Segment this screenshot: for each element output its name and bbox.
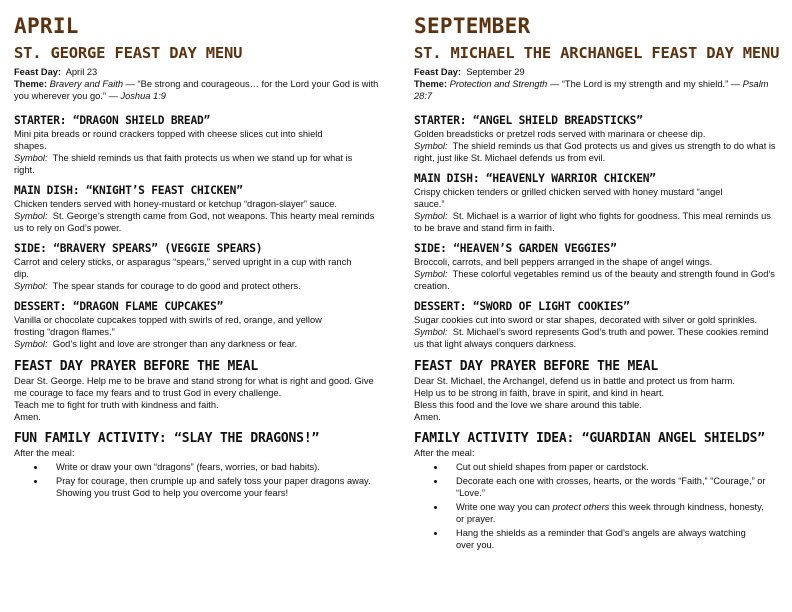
main-dish-symbol — [414, 210, 780, 234]
prayer-amen: Amen. — [14, 412, 41, 422]
theme-line — [414, 78, 780, 102]
theme-quote: — “The Lord is my strength and my shield.” — — [549, 79, 741, 89]
symbol-text: St. Michael is a warrior of light who fights for goodness. This meal reminds us to be brave and stand firm in faith. — [414, 211, 771, 233]
menu-title: ST. MICHAEL THE ARCHANGEL FEAST DAY MENU — [414, 44, 780, 62]
dessert-section — [14, 300, 384, 350]
theme-reference: Psalm 28:7 — [414, 79, 769, 101]
dessert-heading: DESSERT: “DRAGON FLAME CUPCAKES” — [14, 300, 224, 313]
item-text: Write one way you can — [456, 502, 550, 512]
prayer-section — [14, 359, 384, 423]
main-dish-description: Crispy chicken tenders or grilled chicken served with honey mustard “angel sauce.” — [414, 187, 723, 209]
starter-symbol — [414, 140, 780, 164]
starter-heading: STARTER: “DRAGON SHIELD BREAD” — [14, 114, 211, 127]
side-description: Carrot and celery sticks, or asparagus “spears,” served upright in a cup with ranch dip. — [14, 257, 352, 279]
main-dish-section — [14, 184, 384, 234]
feast-day-label: Feast Day: — [414, 67, 462, 77]
list-item — [446, 501, 766, 525]
list-item: • Decorate each one with crosses, hearts, or the words “Faith,” “Courage,” or “Love.” — [446, 475, 766, 499]
starter-section — [414, 114, 780, 164]
dessert-description: Vanilla or chocolate cupcakes topped with swirls of red, orange, and yellow frosting “dragon flames.” — [14, 315, 322, 337]
starter-symbol — [14, 152, 364, 176]
theme-value: Protection and Strength — [449, 79, 548, 89]
prayer-amen: Amen. — [414, 412, 441, 422]
theme-value: Bravery and Faith — [49, 79, 124, 89]
prayer-line: Help us to be strong in faith, brave in spirit, and kind in heart. — [414, 388, 665, 398]
symbol-text: St. Michael’s sword represents God’s truth and power. These cookies remind us that light always conquers darkness. — [414, 327, 769, 349]
symbol-label: Symbol: — [14, 153, 48, 163]
feast-day-value: September 29 — [466, 67, 525, 77]
month-heading: SEPTEMBER — [414, 14, 531, 38]
symbol-label: Symbol: — [414, 327, 448, 337]
side-symbol — [14, 280, 384, 292]
symbol-text: The shield reminds us that faith protects us when we stand up for what is right. — [14, 153, 353, 175]
activity-intro: After the meal: — [414, 448, 475, 458]
activity-section — [14, 431, 384, 499]
symbol-label: Symbol: — [14, 339, 48, 349]
feast-day-label: Feast Day: — [14, 67, 62, 77]
item-emphasis: protect others — [552, 502, 610, 512]
theme-reference: Joshua 1:9 — [120, 91, 166, 101]
symbol-text: The spear stands for courage to do good and protect others. — [52, 281, 301, 291]
feast-day-line — [14, 66, 384, 78]
symbol-label: Symbol: — [14, 211, 48, 221]
theme-line — [14, 78, 384, 102]
april-column — [14, 14, 384, 501]
symbol-label: Symbol: — [414, 141, 448, 151]
side-section — [14, 242, 384, 292]
activity-list — [14, 461, 384, 499]
feast-day-line — [414, 66, 780, 78]
prayer-heading: FEAST DAY PRAYER BEFORE THE MEAL — [14, 359, 259, 374]
activity-heading: FAMILY ACTIVITY IDEA: “GUARDIAN ANGEL SHIELDS” — [414, 431, 765, 446]
main-dish-heading: MAIN DISH: “HEAVENLY WARRIOR CHICKEN” — [414, 172, 656, 185]
list-item: • Hang the shields as a reminder that God’s angels are always watching over you. — [446, 527, 766, 551]
main-dish-symbol — [14, 210, 384, 234]
side-description: Broccoli, carrots, and bell peppers arranged in the shape of angel wings. — [414, 257, 713, 267]
activity-intro: After the meal: — [14, 448, 75, 458]
item-text: this week through kindness, honesty, or prayer. — [456, 502, 764, 524]
symbol-text: St. George’s strength came from God, not weapons. This hearty meal reminds us to rely on God’s power. — [14, 211, 375, 233]
main-dish-heading: MAIN DISH: “KNIGHT’S FEAST CHICKEN” — [14, 184, 243, 197]
menu-title: ST. GEORGE FEAST DAY MENU — [14, 44, 243, 62]
prayer-line: Bless this food and the love we share around this table. — [414, 400, 642, 410]
main-dish-description: Chicken tenders served with honey-mustard or ketchup “dragon-slayer” sauce. — [14, 199, 337, 209]
dessert-symbol — [414, 326, 780, 350]
list-item: • Cut out shield shapes from paper or cardstock. — [446, 461, 766, 473]
starter-description: Mini pita breads or round crackers topped with cheese slices cut into shield shapes. — [14, 129, 323, 151]
list-item: • Pray for courage, then crumple up and safely toss your paper dragons away. Showing you trust God to help you overcome your fears! — [46, 475, 384, 499]
starter-section — [14, 114, 384, 176]
activity-list — [414, 461, 766, 551]
theme-label: Theme: — [414, 79, 448, 89]
dessert-description: Sugar cookies cut into sword or star shapes, decorated with silver or gold sprinkles. — [414, 315, 758, 325]
symbol-text: God’s light and love are stronger than any darkness or fear. — [52, 339, 298, 349]
symbol-label: Symbol: — [14, 281, 48, 291]
side-heading: SIDE: “BRAVERY SPEARS” (VEGGIE SPEARS) — [14, 242, 263, 255]
starter-heading: STARTER: “ANGEL SHIELD BREADSTICKS” — [414, 114, 643, 127]
activity-heading: FUN FAMILY ACTIVITY: “SLAY THE DRAGONS!” — [14, 431, 320, 446]
dessert-heading: DESSERT: “SWORD OF LIGHT COOKIES” — [414, 300, 630, 313]
theme-quote: — “Be strong and courageous… for the Lord your God is with you wherever you go.” — — [14, 79, 379, 101]
prayer-line: Dear St. George. Help me to be brave and stand strong for what is right and good. Give me courage to face my fears and to trust God in every challenge. — [14, 376, 374, 398]
main-dish-section — [414, 172, 780, 234]
dessert-section — [414, 300, 780, 350]
side-symbol — [414, 268, 780, 292]
prayer-line: Teach me to fight for truth with kindness and faith. — [14, 400, 219, 410]
theme-label: Theme: — [14, 79, 48, 89]
dessert-symbol — [14, 338, 384, 350]
activity-section — [414, 431, 780, 551]
side-section — [414, 242, 780, 292]
symbol-text: The shield reminds us that God protects us and gives us strength to do what is right, just like St. Michael defends us from evil. — [414, 141, 776, 163]
symbol-text: These colorful vegetables remind us of the beauty and strength found in God’s creation. — [414, 269, 775, 291]
side-heading: SIDE: “HEAVEN’S GARDEN VEGGIES” — [414, 242, 617, 255]
september-column — [414, 14, 780, 553]
symbol-label: Symbol: — [414, 211, 448, 221]
starter-description: Golden breadsticks or pretzel rods served with marinara or cheese dip. — [414, 129, 706, 139]
list-item: • Write or draw your own “dragons” (fears, worries, or bad habits). — [46, 461, 384, 473]
prayer-section — [414, 359, 780, 423]
month-heading: APRIL — [14, 14, 79, 38]
symbol-label: Symbol: — [414, 269, 448, 279]
prayer-line: Dear St. Michael, the Archangel, defend us in battle and protect us from harm. — [414, 376, 735, 386]
prayer-heading: FEAST DAY PRAYER BEFORE THE MEAL — [414, 359, 659, 374]
feast-day-value: April 23 — [65, 67, 98, 77]
